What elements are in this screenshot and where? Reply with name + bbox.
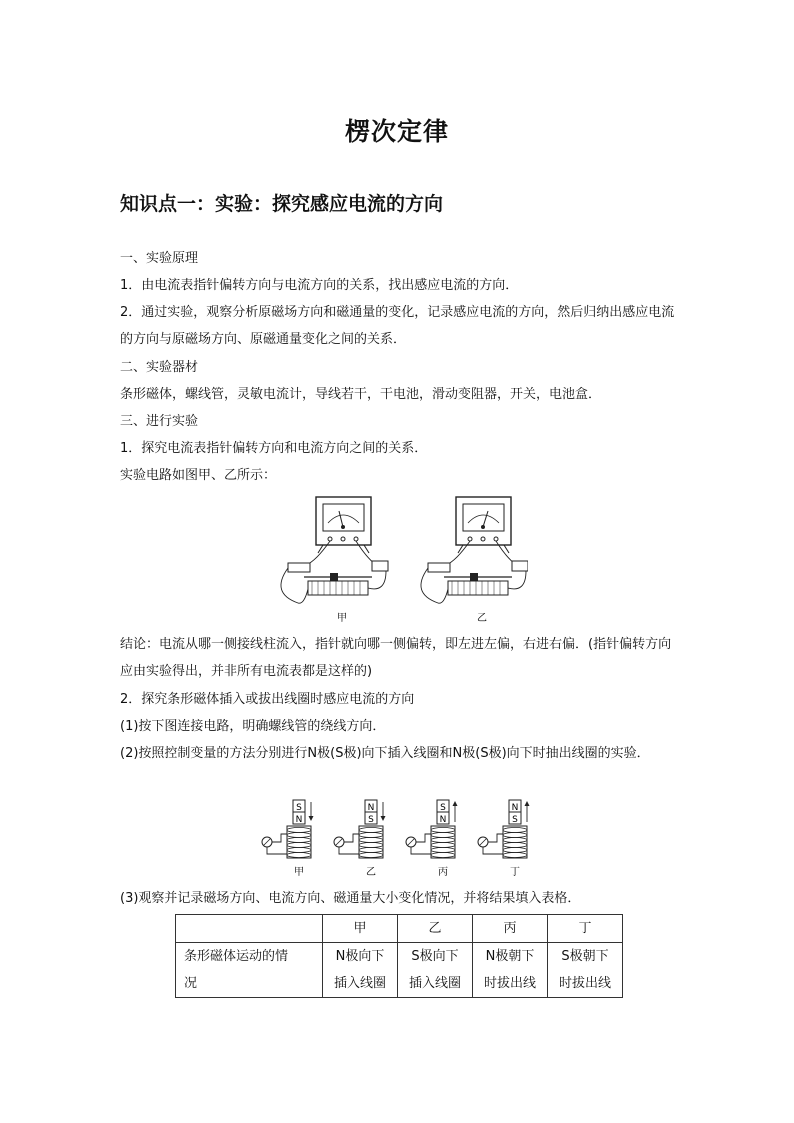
- circuit-note: 实验电路如图甲、乙所示：: [120, 468, 277, 483]
- magnet-coil-figure: [255, 798, 545, 880]
- table-cell: [323, 943, 398, 998]
- battery-jia: [288, 563, 310, 572]
- fig2-label: 甲: [294, 867, 304, 878]
- fig2-label: 乙: [366, 867, 376, 878]
- procedure-step-2: 2．探究条形磁体插入或拔出线圈时感应电流的方向: [120, 692, 415, 707]
- switch-yi: [512, 561, 528, 571]
- magnet-pole-label: N: [295, 815, 303, 825]
- row-label-line: 条形磁体运动的情: [184, 949, 289, 964]
- row-label-line: 况: [184, 976, 198, 991]
- magnet-setup: [334, 800, 386, 878]
- principle-point-1: 1．由电流表指针偏转方向与电流方向的关系，找出感应电流的方向．: [120, 278, 519, 293]
- principle-heading: 一、实验原理: [120, 251, 199, 266]
- cell-line: 时拔出线: [483, 976, 536, 991]
- magnet-setup: [262, 800, 314, 878]
- table-cell: [398, 943, 473, 998]
- sub-step-3: (3)观察并记录磁场方向、电流方向、磁通量大小变化情况，并将结果填入表格．: [120, 891, 581, 906]
- magnet-pole-label: S: [512, 815, 518, 825]
- circuit-jia: [281, 497, 388, 624]
- cell-line: S极向下: [411, 949, 459, 964]
- table-row-label: [176, 943, 323, 998]
- switch-jia: [372, 561, 388, 571]
- magnet-pole-label: N: [367, 803, 375, 813]
- table-header-row: [176, 915, 623, 943]
- procedure-step-1: 1．探究电流表指针偏转方向和电流方向之间的关系．: [120, 441, 428, 456]
- principle-point-2: 2．通过实验，观察分析原磁场方向和磁通量的变化，记录感应电流的方向，然后归纳出感应电流的方向与原磁场方向、原磁通量变化之间的关系．: [120, 305, 675, 347]
- conclusion-text: 结论：电流从哪一侧接线柱流入，指针就向哪一侧偏转，即左进左偏，右进右偏．(指针偏转方向应由实验得出，并非所有电流表都是这样的): [120, 637, 672, 679]
- cell-line: 插入线圈: [333, 976, 386, 991]
- circuit-yi: [421, 497, 528, 624]
- magnet-setup: [478, 800, 530, 878]
- cell-line: 插入线圈: [408, 976, 461, 991]
- cell-line: 时拔出线: [558, 976, 611, 991]
- procedure-heading: 三、进行实验: [120, 414, 199, 429]
- fig1-label-yi: 乙: [477, 613, 487, 624]
- magnet-setup: [406, 800, 458, 878]
- equipment-heading: 二、实验器材: [120, 360, 199, 375]
- section-heading: 知识点一：实验：探究感应电流的方向: [120, 193, 444, 215]
- cell-line: S极朝下: [561, 949, 609, 964]
- table-header-cell: 乙: [398, 915, 473, 943]
- fig2-label: 丙: [438, 867, 448, 878]
- fig2-label: 丁: [510, 867, 520, 878]
- galvanometer-circuit-figure: [268, 493, 528, 628]
- rheostat-yi: [448, 581, 508, 595]
- fig1-label-jia: 甲: [337, 613, 347, 624]
- cell-line: N极向下: [335, 949, 385, 964]
- page-title: 楞次定律: [344, 117, 449, 146]
- table-header-cell: 丙: [473, 915, 548, 943]
- magnet-pole-label: N: [511, 803, 519, 813]
- result-table: [175, 914, 623, 998]
- magnet-pole-label: S: [368, 815, 374, 825]
- battery-yi: [428, 563, 450, 572]
- table-row: [176, 943, 623, 998]
- magnet-pole-label: N: [439, 815, 447, 825]
- cell-line: N极朝下: [485, 949, 535, 964]
- table-cell: [548, 943, 623, 998]
- sub-step-2: (2)按照控制变量的方法分别进行N极(S极)向下插入线圈和N极(S极)向下时抽出线圈的实验．: [120, 746, 650, 761]
- sub-step-1: (1)按下图连接电路，明确螺线管的绕线方向．: [120, 719, 386, 734]
- equipment-list: 条形磁体，螺线管，灵敏电流计，导线若干，干电池，滑动变阻器，开关，电池盒．: [120, 387, 602, 402]
- magnet-pole-label: S: [440, 803, 446, 813]
- rheostat-jia: [308, 581, 368, 595]
- magnet-pole-label: S: [296, 803, 302, 813]
- table-header-cell: [176, 915, 323, 943]
- table-cell: [473, 943, 548, 998]
- table-header-cell: 丁: [548, 915, 623, 943]
- table-header-cell: 甲: [323, 915, 398, 943]
